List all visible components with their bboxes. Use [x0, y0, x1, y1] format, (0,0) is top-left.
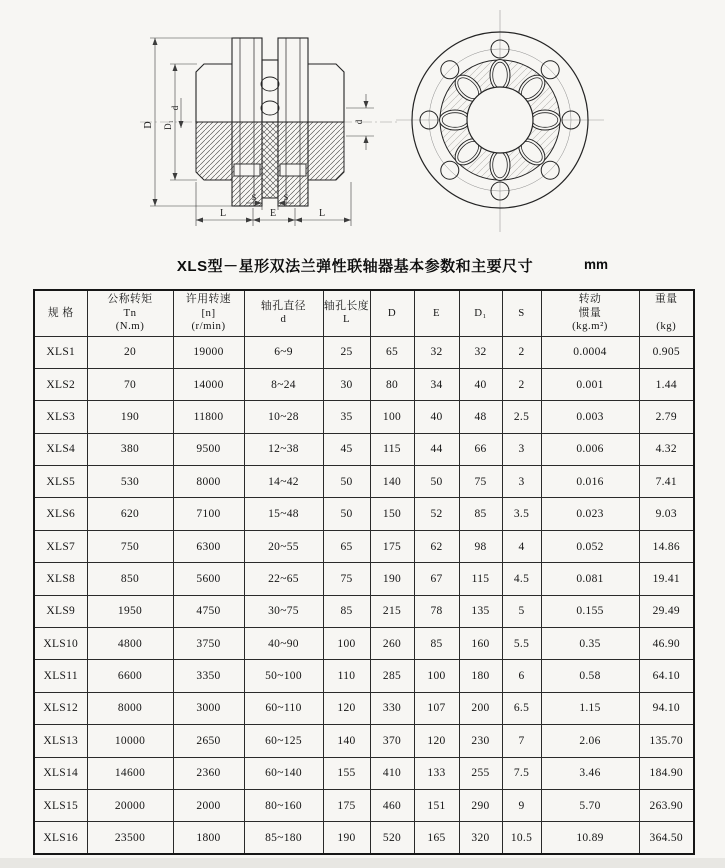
- value-cell: 85~180: [244, 822, 323, 854]
- spec-cell: XLS1: [34, 336, 87, 368]
- dim-label-l-left: L: [219, 208, 227, 219]
- value-cell: 75: [459, 466, 502, 498]
- value-cell: 60~110: [244, 692, 323, 724]
- spec-cell: XLS2: [34, 368, 87, 400]
- value-cell: 0.001: [541, 368, 639, 400]
- value-cell: 29.49: [639, 595, 694, 627]
- value-cell: 6600: [87, 660, 173, 692]
- center-bore-circle: [467, 87, 533, 153]
- spec-cell: XLS13: [34, 725, 87, 757]
- table-wrap: [33, 289, 693, 855]
- table-row: [34, 336, 694, 368]
- value-cell: 175: [370, 530, 414, 562]
- value-cell: 5.70: [541, 789, 639, 821]
- spec-cell: XLS15: [34, 789, 87, 821]
- dim-label-D: D: [143, 121, 154, 129]
- value-cell: 98: [459, 530, 502, 562]
- value-cell: 0.35: [541, 628, 639, 660]
- value-cell: 8~24: [244, 368, 323, 400]
- spec-cell: XLS8: [34, 563, 87, 595]
- value-cell: 35: [323, 401, 370, 433]
- value-cell: 14~42: [244, 466, 323, 498]
- value-cell: 10.89: [541, 822, 639, 854]
- value-cell: 3: [502, 466, 541, 498]
- value-cell: 3: [502, 433, 541, 465]
- value-cell: 4750: [173, 595, 244, 627]
- value-cell: 6.5: [502, 692, 541, 724]
- value-cell: 133: [414, 757, 459, 789]
- value-cell: 151: [414, 789, 459, 821]
- value-cell: 64.10: [639, 660, 694, 692]
- value-cell: 8000: [173, 466, 244, 498]
- value-cell: 0.052: [541, 530, 639, 562]
- spec-cell: XLS3: [34, 401, 87, 433]
- value-cell: 0.016: [541, 466, 639, 498]
- column-header-bore-len: 轴孔长度 L: [323, 290, 370, 336]
- value-cell: 4800: [87, 628, 173, 660]
- bottom-strip: [0, 858, 725, 868]
- value-cell: 48: [459, 401, 502, 433]
- value-cell: 50: [414, 466, 459, 498]
- value-cell: 320: [459, 822, 502, 854]
- value-cell: 10000: [87, 725, 173, 757]
- value-cell: 19000: [173, 336, 244, 368]
- value-cell: 85: [414, 628, 459, 660]
- value-cell: 330: [370, 692, 414, 724]
- spec-cell: XLS14: [34, 757, 87, 789]
- value-cell: 1800: [173, 822, 244, 854]
- value-cell: 80: [370, 368, 414, 400]
- table-row: [34, 530, 694, 562]
- value-cell: 255: [459, 757, 502, 789]
- table-row: [34, 466, 694, 498]
- value-cell: 60~125: [244, 725, 323, 757]
- value-cell: 80~160: [244, 789, 323, 821]
- value-cell: 260: [370, 628, 414, 660]
- value-cell: 2.06: [541, 725, 639, 757]
- value-cell: 370: [370, 725, 414, 757]
- value-cell: 65: [370, 336, 414, 368]
- value-cell: 32: [459, 336, 502, 368]
- value-cell: 14.86: [639, 530, 694, 562]
- value-cell: 100: [370, 401, 414, 433]
- value-cell: 67: [414, 563, 459, 595]
- value-cell: 230: [459, 725, 502, 757]
- value-cell: 175: [323, 789, 370, 821]
- value-cell: 2.5: [502, 401, 541, 433]
- value-cell: 3.46: [541, 757, 639, 789]
- value-cell: 11800: [173, 401, 244, 433]
- value-cell: 40~90: [244, 628, 323, 660]
- value-cell: 7.5: [502, 757, 541, 789]
- value-cell: 110: [323, 660, 370, 692]
- value-cell: 5: [502, 595, 541, 627]
- value-cell: 78: [414, 595, 459, 627]
- value-cell: 115: [370, 433, 414, 465]
- value-cell: 8000: [87, 692, 173, 724]
- value-cell: 2360: [173, 757, 244, 789]
- value-cell: 115: [459, 563, 502, 595]
- page-title: XLS型－星形双法兰弹性联轴器基本参数和主要尺寸: [176, 258, 534, 275]
- value-cell: 45: [323, 433, 370, 465]
- value-cell: 4.32: [639, 433, 694, 465]
- value-cell: 160: [459, 628, 502, 660]
- table-row: [34, 725, 694, 757]
- value-cell: 290: [459, 789, 502, 821]
- value-cell: 0.006: [541, 433, 639, 465]
- table-row: [34, 660, 694, 692]
- value-cell: 7100: [173, 498, 244, 530]
- value-cell: 180: [459, 660, 502, 692]
- value-cell: 620: [87, 498, 173, 530]
- value-cell: 4.5: [502, 563, 541, 595]
- value-cell: 750: [87, 530, 173, 562]
- value-cell: 75: [323, 563, 370, 595]
- value-cell: 50: [323, 466, 370, 498]
- value-cell: 530: [87, 466, 173, 498]
- table-row: [34, 822, 694, 854]
- value-cell: 190: [370, 563, 414, 595]
- column-header-bore-dia: 轴孔直径 d: [244, 290, 323, 336]
- spec-cell: XLS16: [34, 822, 87, 854]
- value-cell: 5.5: [502, 628, 541, 660]
- value-cell: 14600: [87, 757, 173, 789]
- value-cell: 155: [323, 757, 370, 789]
- table-row: [34, 563, 694, 595]
- value-cell: 3750: [173, 628, 244, 660]
- value-cell: 50~100: [244, 660, 323, 692]
- column-header-D1: D₁: [459, 290, 502, 336]
- table-row: [34, 692, 694, 724]
- table-row: [34, 628, 694, 660]
- value-cell: 23500: [87, 822, 173, 854]
- value-cell: 52: [414, 498, 459, 530]
- value-cell: 34: [414, 368, 459, 400]
- column-header-inertia: 转动 惯量 (kg.m²): [541, 290, 639, 336]
- value-cell: 165: [414, 822, 459, 854]
- value-cell: 285: [370, 660, 414, 692]
- value-cell: 20000: [87, 789, 173, 821]
- value-cell: 2000: [173, 789, 244, 821]
- value-cell: 10.5: [502, 822, 541, 854]
- value-cell: 364.50: [639, 822, 694, 854]
- value-cell: 50: [323, 498, 370, 530]
- value-cell: 1950: [87, 595, 173, 627]
- coupling-front-view: [396, 10, 604, 232]
- value-cell: 410: [370, 757, 414, 789]
- value-cell: 184.90: [639, 757, 694, 789]
- spec-cell: XLS5: [34, 466, 87, 498]
- value-cell: 190: [87, 401, 173, 433]
- value-cell: 40: [414, 401, 459, 433]
- table-row: [34, 789, 694, 821]
- spec-cell: XLS12: [34, 692, 87, 724]
- value-cell: 6: [502, 660, 541, 692]
- value-cell: 215: [370, 595, 414, 627]
- value-cell: 7: [502, 725, 541, 757]
- title-row: [0, 254, 725, 280]
- value-cell: 40: [459, 368, 502, 400]
- value-cell: 120: [323, 692, 370, 724]
- value-cell: 85: [459, 498, 502, 530]
- value-cell: 3350: [173, 660, 244, 692]
- value-cell: 32: [414, 336, 459, 368]
- column-header-E: E: [414, 290, 459, 336]
- value-cell: 12~38: [244, 433, 323, 465]
- table-row: [34, 498, 694, 530]
- value-cell: 0.081: [541, 563, 639, 595]
- value-cell: 135.70: [639, 725, 694, 757]
- value-cell: 22~65: [244, 563, 323, 595]
- column-header-S: S: [502, 290, 541, 336]
- value-cell: 520: [370, 822, 414, 854]
- table-row: [34, 368, 694, 400]
- value-cell: 0.023: [541, 498, 639, 530]
- value-cell: 46.90: [639, 628, 694, 660]
- value-cell: 9500: [173, 433, 244, 465]
- value-cell: 19.41: [639, 563, 694, 595]
- dim-label-l-right: L: [318, 208, 326, 219]
- dim-label-D1: D₁: [163, 120, 173, 130]
- value-cell: 2.79: [639, 401, 694, 433]
- value-cell: 5600: [173, 563, 244, 595]
- value-cell: 120: [414, 725, 459, 757]
- spec-cell: XLS10: [34, 628, 87, 660]
- value-cell: 150: [370, 498, 414, 530]
- dim-label-d-right: d: [354, 119, 364, 125]
- value-cell: 100: [323, 628, 370, 660]
- value-cell: 107: [414, 692, 459, 724]
- value-cell: 60~140: [244, 757, 323, 789]
- spec-table: [33, 289, 695, 855]
- value-cell: 9.03: [639, 498, 694, 530]
- column-header-D: D: [370, 290, 414, 336]
- value-cell: 70: [87, 368, 173, 400]
- value-cell: 94.10: [639, 692, 694, 724]
- spec-cell: XLS11: [34, 660, 87, 692]
- value-cell: 0.155: [541, 595, 639, 627]
- value-cell: 3.5: [502, 498, 541, 530]
- value-cell: 140: [370, 466, 414, 498]
- column-header-spec: 规 格: [34, 290, 87, 336]
- spec-cell: XLS4: [34, 433, 87, 465]
- value-cell: 2: [502, 368, 541, 400]
- value-cell: 263.90: [639, 789, 694, 821]
- value-cell: 7.41: [639, 466, 694, 498]
- value-cell: 62: [414, 530, 459, 562]
- column-header-torque: 公称转矩 Tn (N.m): [87, 290, 173, 336]
- spec-cell: XLS9: [34, 595, 87, 627]
- value-cell: 30: [323, 368, 370, 400]
- value-cell: 2: [502, 336, 541, 368]
- value-cell: 0.0004: [541, 336, 639, 368]
- value-cell: 85: [323, 595, 370, 627]
- value-cell: 2650: [173, 725, 244, 757]
- value-cell: 4: [502, 530, 541, 562]
- table-head-row: [34, 290, 694, 336]
- value-cell: 44: [414, 433, 459, 465]
- technical-drawing: [0, 0, 725, 252]
- value-cell: 850: [87, 563, 173, 595]
- value-cell: 65: [323, 530, 370, 562]
- value-cell: 20~55: [244, 530, 323, 562]
- value-cell: 1.44: [639, 368, 694, 400]
- value-cell: 6300: [173, 530, 244, 562]
- value-cell: 0.58: [541, 660, 639, 692]
- coupling-section-view: [140, 38, 400, 226]
- value-cell: 100: [414, 660, 459, 692]
- spec-cell: XLS6: [34, 498, 87, 530]
- value-cell: 380: [87, 433, 173, 465]
- value-cell: 140: [323, 725, 370, 757]
- table-body: [34, 336, 694, 854]
- dim-label-s-left: S: [251, 192, 257, 202]
- value-cell: 1.15: [541, 692, 639, 724]
- value-cell: 135: [459, 595, 502, 627]
- value-cell: 200: [459, 692, 502, 724]
- value-cell: 3000: [173, 692, 244, 724]
- table-row: [34, 757, 694, 789]
- value-cell: 460: [370, 789, 414, 821]
- column-header-speed: 许用转速 [n] (r/min): [173, 290, 244, 336]
- value-cell: 20: [87, 336, 173, 368]
- table-row: [34, 401, 694, 433]
- unit-label: mm: [584, 257, 609, 272]
- table-row: [34, 595, 694, 627]
- dim-label-s-right: S: [283, 192, 289, 202]
- dim-label-d-left: d: [170, 105, 180, 111]
- dim-label-e: E: [269, 208, 277, 219]
- spec-cell: XLS7: [34, 530, 87, 562]
- value-cell: 190: [323, 822, 370, 854]
- value-cell: 6~9: [244, 336, 323, 368]
- table-row: [34, 433, 694, 465]
- value-cell: 10~28: [244, 401, 323, 433]
- value-cell: 9: [502, 789, 541, 821]
- value-cell: 15~48: [244, 498, 323, 530]
- column-header-weight: 重量 (kg): [639, 290, 694, 336]
- value-cell: 30~75: [244, 595, 323, 627]
- value-cell: 66: [459, 433, 502, 465]
- value-cell: 14000: [173, 368, 244, 400]
- value-cell: 0.905: [639, 336, 694, 368]
- value-cell: 25: [323, 336, 370, 368]
- value-cell: 0.003: [541, 401, 639, 433]
- coupling-drawing-svg: [0, 0, 725, 252]
